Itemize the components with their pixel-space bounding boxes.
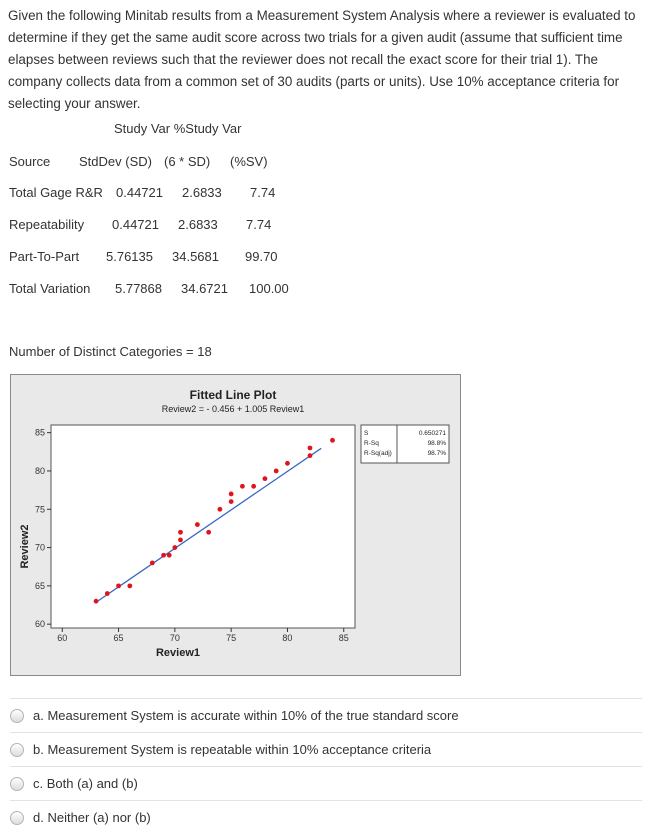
x-tick-label: 70 [169, 633, 180, 643]
data-point [240, 484, 245, 489]
data-point [274, 469, 279, 474]
legend-value: 0.650271 [418, 430, 446, 437]
legend-label: R-Sq [364, 440, 379, 447]
fitted-line-plot [10, 374, 461, 676]
option-b[interactable] [10, 732, 642, 766]
x-axis-label: Review1 [155, 647, 201, 659]
option-d[interactable] [10, 800, 642, 834]
radio-button-b[interactable] [10, 743, 24, 757]
legend-value: 98.7% [427, 450, 446, 457]
y-tick-label: 80 [34, 465, 45, 476]
row-stddev: 5.77868 [115, 281, 162, 296]
y-tick-label: 60 [34, 619, 45, 630]
header-6sd: (6 * SD) [164, 154, 211, 169]
option-c[interactable] [10, 766, 642, 800]
y-tick-label: 65 [34, 580, 45, 591]
row-percent-sv: 100.00 [249, 281, 289, 296]
data-point [127, 583, 132, 588]
row-source: Total Gage R&R [9, 185, 103, 200]
header-stddev: StdDev (SD) [79, 154, 152, 169]
x-tick-label: 60 [57, 633, 68, 643]
chart-svg [11, 375, 462, 677]
legend-label: R-Sq(adj) [364, 450, 392, 457]
x-tick-label: 65 [113, 633, 124, 643]
data-point [285, 461, 290, 466]
data-point [229, 499, 234, 504]
option-b-label: b. Measurement System is repeatable within 10% acceptance criteria [33, 742, 432, 757]
data-point [150, 560, 155, 565]
distinct-categories: Number of Distinct Categories = 18 [9, 344, 212, 359]
chart-title: Fitted Line Plot [189, 388, 277, 402]
row-source: Part-To-Part [9, 249, 80, 264]
data-point [94, 599, 99, 604]
data-point [161, 553, 166, 558]
row-percent-sv: 7.74 [246, 217, 272, 232]
row-6sd: 34.5681 [172, 249, 219, 264]
header-source: Source [9, 154, 51, 169]
option-a-label: a. Measurement System is accurate within 10% of the true standard score [33, 708, 459, 723]
radio-button-a[interactable] [10, 709, 24, 723]
data-point [178, 538, 183, 543]
row-6sd: 34.6721 [181, 281, 228, 296]
question-text: Given the following Minitab results from a Measurement System Analysis where a reviewer is evaluated to determine if they get the same audit score across two trials for a given audit (assume that sufficient time elapses between reviews such that the reviewer does not recall the exact score for their trial 1). The company collects data from a common set of 30 audits (parts or units). Use 10% acceptance criteria for selecting your answer. [8, 8, 636, 111]
y-tick-label: 70 [34, 542, 45, 553]
y-tick-label: 75 [34, 504, 45, 515]
option-d-label: d. Neither (a) nor (b) [33, 810, 151, 825]
row-source: Total Variation [9, 281, 91, 296]
x-tick-label: 85 [338, 633, 349, 643]
data-point [172, 545, 177, 550]
data-point [167, 553, 172, 558]
data-point [263, 476, 268, 481]
data-point [206, 530, 211, 535]
x-tick-label: 75 [226, 633, 237, 643]
option-a[interactable] [10, 698, 642, 732]
radio-button-c[interactable] [10, 777, 24, 791]
header-percent-sv: (%SV) [230, 154, 268, 169]
data-point [217, 507, 222, 512]
row-stddev: 5.76135 [106, 249, 153, 264]
table-header-study-var: Study Var %Study Var [114, 121, 242, 136]
data-point [178, 530, 183, 535]
row-6sd: 2.6833 [178, 217, 218, 232]
row-6sd: 2.6833 [182, 185, 222, 200]
data-point [251, 484, 256, 489]
row-stddev: 0.44721 [112, 217, 159, 232]
data-point [330, 438, 335, 443]
x-tick-label: 80 [282, 633, 293, 643]
row-stddev: 0.44721 [116, 185, 163, 200]
option-c-label: c. Both (a) and (b) [33, 776, 138, 791]
y-tick-label: 85 [34, 427, 45, 438]
radio-button-d[interactable] [10, 811, 24, 825]
chart-subtitle: Review2 = - 0.456 + 1.005 Review1 [161, 404, 305, 414]
row-percent-sv: 7.74 [250, 185, 276, 200]
row-percent-sv: 99.70 [245, 249, 278, 264]
y-axis-label: Review2 [19, 524, 31, 569]
data-point [229, 492, 234, 497]
data-point [195, 522, 200, 527]
data-point [308, 453, 313, 458]
row-source: Repeatability [9, 217, 85, 232]
legend-value: 98.8% [427, 440, 446, 447]
legend-label: S [364, 430, 369, 437]
data-point [105, 591, 110, 596]
data-point [116, 583, 121, 588]
data-point [308, 446, 313, 451]
